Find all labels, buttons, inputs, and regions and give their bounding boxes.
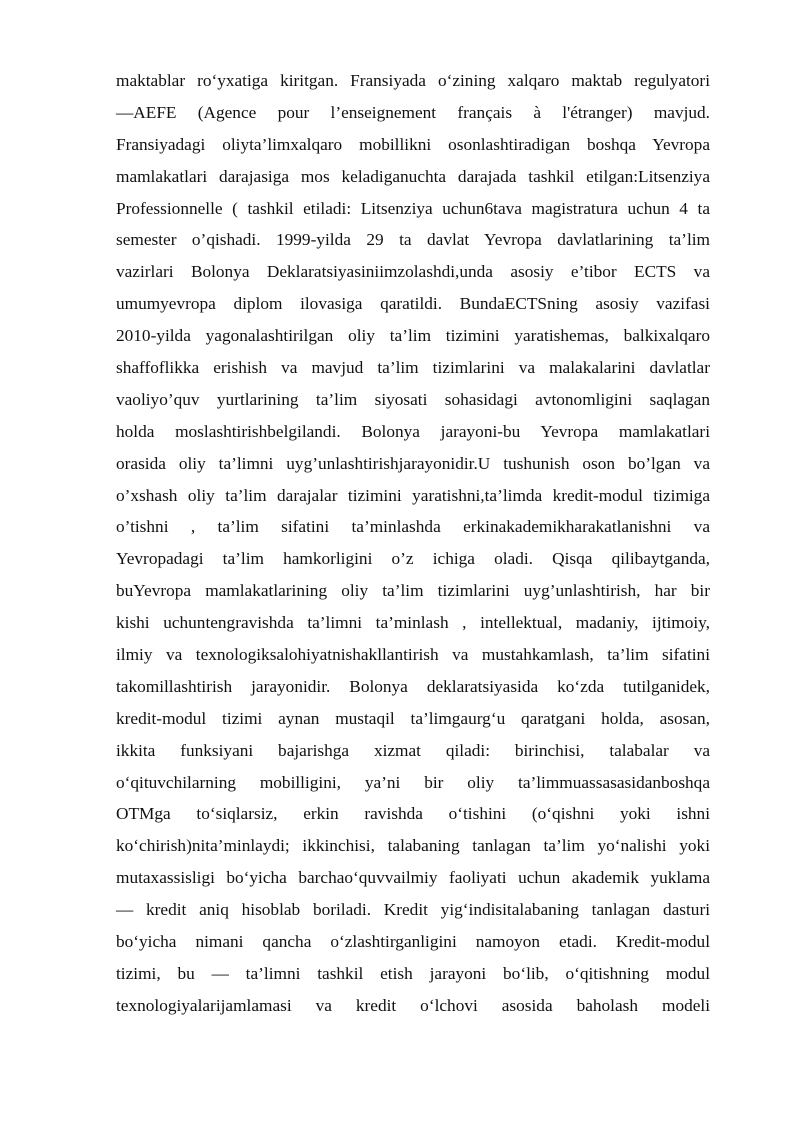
text-line: — kredit aniq hisoblab boriladi. Kredit yig‘indisitalabaning tanlagan dasturi bbox=[116, 900, 710, 920]
text-line: Yevropadagi ta’lim hamkorligini o’z ichiga oladi. Qisqa qilibaytganda, bbox=[116, 549, 710, 569]
text-line: mutaxassisligi bo‘yicha barchao‘quvvailmiy faoliyati uchun akademik yuklama bbox=[116, 868, 710, 888]
text-line: bo‘yicha nimani qancha o‘zlashtirganligini namoyon etadi. Kredit-modul bbox=[116, 932, 710, 952]
text-line: o’tishni , ta’lim sifatini ta’minlashda erkinakademikharakatlanishni va bbox=[116, 517, 710, 537]
text-line: buYevropa mamlakatlarining oliy ta’lim tizimlarini uyg’unlashtirish, har bir bbox=[116, 581, 710, 601]
text-line: 2010-yilda yagonalashtirilgan oliy ta’lim tizimini yaratishemas, balkixalqaro bbox=[116, 326, 710, 346]
text-line: holda moslashtirishbelgilandi. Bolonya jarayoni-bu Yevropa mamlakatlari bbox=[116, 421, 710, 441]
text-line: shaffoflikka erishish va mavjud ta’lim tizimlarini va malakalarini davlatlar bbox=[116, 358, 710, 378]
text-line: kishi uchuntengravishda ta’limni ta’minlash , intellektual, madaniy, ijtimoiy, bbox=[116, 613, 710, 633]
text-line: texnologiyalarijamlamasi va kredit o‘lchovi asosida baholash modeli bbox=[116, 995, 710, 1015]
text-line: ilmiy va texnologiksalohiyatnishakllantirish va mustahkamlash, ta’lim sifatini bbox=[116, 645, 710, 665]
text-line: semester o’qishadi. 1999-yilda 29 ta davlat Yevropa davlatlarining ta’lim bbox=[116, 230, 710, 250]
text-line: tizimi, bu — ta’limni tashkil etish jarayoni bo‘lib, o‘qitishning modul bbox=[116, 963, 710, 983]
text-line: o‘qituvchilarning mobilligini, ya’ni bir oliy ta’limmuassasasidanboshqa bbox=[116, 772, 710, 792]
text-line: vaoliyo’quv yurtlarining ta’lim siyosati sohasidagi avtonomligini saqlagan bbox=[116, 389, 710, 409]
text-line: OTMga to‘siqlarsiz, erkin ravishda o‘tishini (o‘qishni yoki ishni bbox=[116, 804, 710, 824]
text-line: Professionnelle ( tashkil etiladi: Litsenziya uchun6tava magistratura uchun 4 ta bbox=[116, 198, 710, 218]
text-line: kredit-modul tizimi aynan mustaqil ta’limgaurg‘u qaratgani holda, asosan, bbox=[116, 708, 710, 728]
text-line: takomillashtirish jarayonidir. Bolonya deklaratsiyasida ko‘zda tutilganidek, bbox=[116, 676, 710, 696]
text-line: vazirlari Bolonya Deklaratsiyasiniimzolashdi,unda asosiy e’tibor ECTS va bbox=[116, 262, 710, 282]
text-line: —AEFE (Agence pour l’enseignement français à l'étranger) mavjud. bbox=[116, 102, 710, 122]
text-line: orasida oliy ta’limni uyg’unlashtirishjarayonidir.U tushunish oson bo’lgan va bbox=[116, 453, 710, 473]
text-line: umumyevropa diplom ilovasiga qaratildi. BundaECTSning asosiy vazifasi bbox=[116, 294, 710, 314]
body-paragraph bbox=[116, 65, 710, 1022]
text-line: o’xshash oliy ta’lim darajalar tizimini yaratishni,ta’limda kredit-modul tizimiga bbox=[116, 485, 710, 505]
text-line: ikkita funksiyani bajarishga xizmat qiladi: birinchisi, talabalar va bbox=[116, 740, 710, 760]
text-line: maktablar ro‘yxatiga kiritgan. Fransiyada o‘zining xalqaro maktab regulyatori bbox=[116, 71, 710, 90]
text-line: Fransiyadagi oliyta’limxalqaro mobillikni osonlashtiradigan boshqa Yevropa bbox=[116, 134, 710, 154]
text-line: mamlakatlari darajasiga mos keladiganuchta darajada tashkil etilgan:Litsenziya bbox=[116, 166, 710, 186]
text-line: ko‘chirish)nita’minlaydi; ikkinchisi, talabaning tanlagan ta’lim yo‘nalishi yoki bbox=[116, 836, 710, 856]
